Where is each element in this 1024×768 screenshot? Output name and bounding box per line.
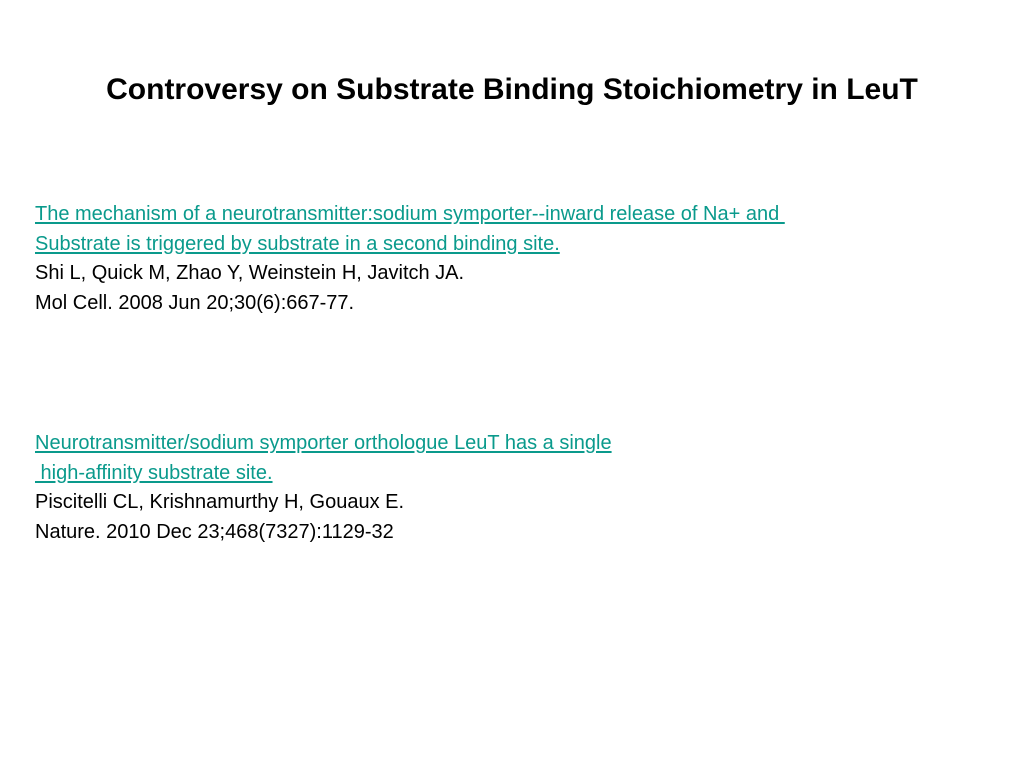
reference-1 — [35, 200, 1005, 318]
reference-2 — [35, 429, 1005, 547]
reference-1-link-line-2[interactable]: Substrate is triggered by substrate in a second binding site. — [35, 232, 560, 255]
reference-2-authors: Piscitelli CL, Krishnamurthy H, Gouaux E. — [35, 491, 405, 513]
reference-2-citation: Nature. 2010 Dec 23;468(7327):1129-32 — [35, 520, 394, 543]
reference-1-authors: Shi L, Quick M, Zhao Y, Weinstein H, Javitch JA. — [35, 262, 465, 284]
slide-title: Controversy on Substrate Binding Stoichiometry in LeuT — [106, 73, 918, 106]
reference-2-link-line-2[interactable]: high-affinity substrate site. — [35, 461, 273, 484]
reference-1-link-line-1[interactable]: The mechanism of a neurotransmitter:sodium symporter--inward release of Na+ and — [35, 203, 785, 225]
reference-2-link-line-1[interactable]: Neurotransmitter/sodium symporter orthologue LeuT has a single — [35, 432, 612, 454]
reference-1-citation: Mol Cell. 2008 Jun 20;30(6):667-77. — [35, 291, 355, 314]
